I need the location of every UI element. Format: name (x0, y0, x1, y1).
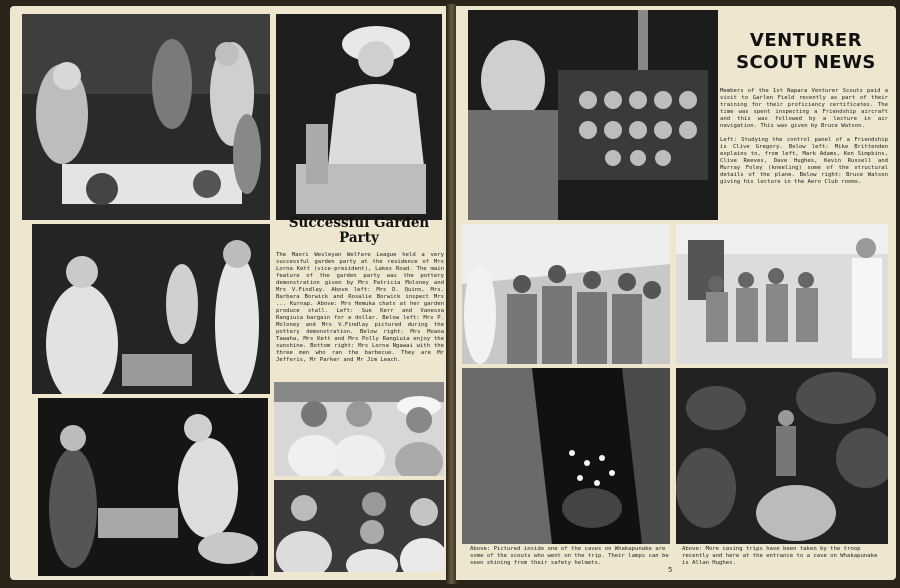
heading-line1: VENTURER (749, 30, 863, 51)
photo-garden-stall (22, 14, 270, 220)
caption-cave-entrance: Above: More caving trips have been taken by the troop recently and here at the entrance to a cave on Whakapunake is Allan Hughes. (682, 546, 878, 566)
photo-lecture-room (676, 224, 888, 364)
right-page (456, 6, 896, 580)
venturer-heading (726, 30, 886, 74)
photo-three-women (274, 382, 444, 476)
photo-barbecue-men (274, 480, 444, 572)
right-page-number: 5 (668, 566, 673, 574)
photo-cave-scouts (462, 368, 670, 544)
heading-line2: SCOUT NEWS (736, 52, 876, 73)
caption-cave-scouts: Above: Pictured inside one of the caves on Whakapunake are some of the scouts who went on the trip. Their lamps can be seen shining from their safety helmets. (470, 546, 669, 566)
article-title-line2: Party (339, 230, 379, 246)
article-title (274, 216, 444, 246)
article-title-line1: Successful Garden (288, 215, 430, 231)
photo-cave-entrance (676, 368, 888, 544)
photo-scouts-in-plane (462, 224, 670, 364)
left-page (10, 6, 448, 580)
intro-text-2: Left: Studying the control panel of a Friendship is Clive Gregory. Below left: Mike Brittenden explains to, from left, Mark Adams, Ken Simpkins, Clive Reeves, Dave Hughes, Kevin Russell and Murray Foley (kneeling) some of the structural details of the plane. Below right: Bruce Watson giving his lecture in the Aero Club rooms. (720, 137, 888, 185)
article-body: The Maori Wesleyan Welfare League held a very successful garden party at the residence of Mrs Lorna Kett (vice-president), Lakes Road. The main feature of the garden party was the pottery demonstration given by Mrs Patricia Moloney and Mrs V.Findlay. Above left: Mrs D. Quinn, Mrs. Barbara Borwick and Rosalie Borwick inspect Mrs ... Kurnap. Above: Mrs Hemuka chats at her garden produce stall. Left: Sue Kerr and Vanessa Rangiuia bargain for a dollar. Below left: Mrs P. Moloney and Mrs V.Findlay pictured during the pottery demonstration. Below right: Mrs Moana Tawaha, Mrs Kett and Mrs Polly Rangiuia enjoy the sunshine. Bottom right: Mrs Lorna Ngawai with the three men who ran the barbecue. They are Mr Jefferis, Mr Parker and Mr Jim Leach. (276, 252, 444, 363)
photo-pottery-demonstration (38, 398, 268, 576)
photo-produce-stall (32, 224, 270, 394)
photo-woman-in-hat (276, 14, 442, 220)
left-page-number: 4 (250, 570, 255, 578)
intro-text: Members of the 1st Napara Venturer Scouts paid a visit to Garlen Field recently as part of their training for their proficiency certificates. The time was spent inspecting a Friendship aircraft and this was followed by a lecture in air navigation. This was given by Bruce Watson. (720, 88, 888, 129)
photo-cockpit (468, 10, 718, 220)
